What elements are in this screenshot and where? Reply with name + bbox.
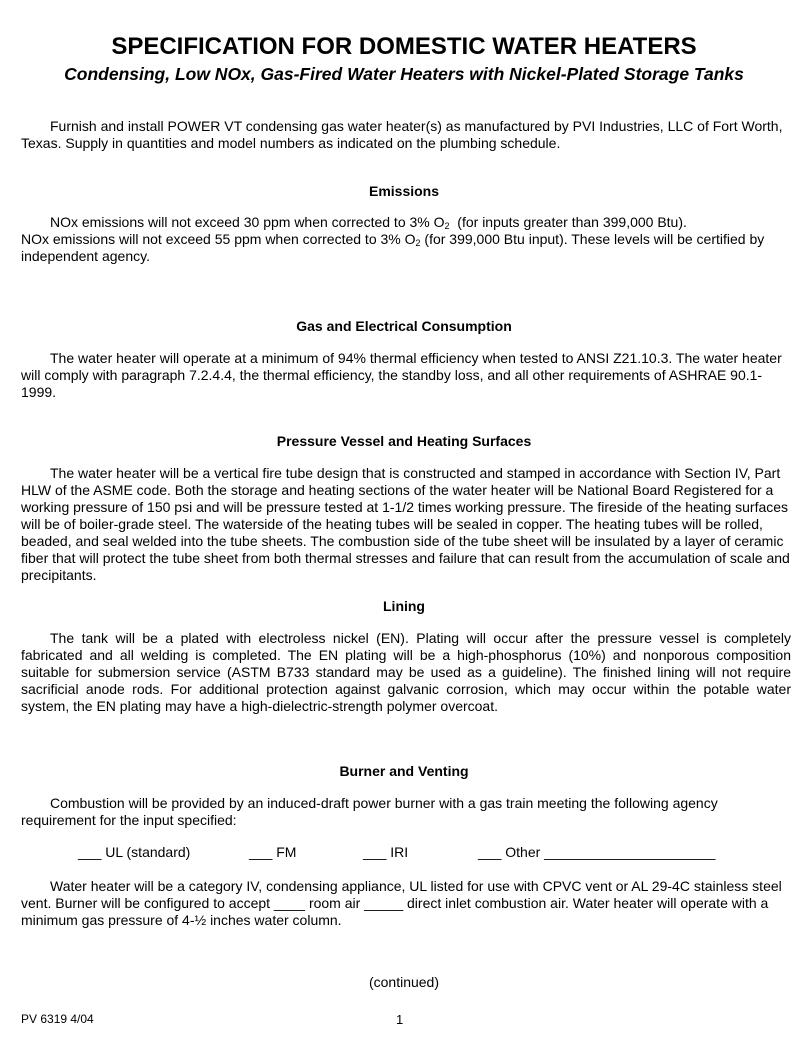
document-subtitle: Condensing, Low NOx, Gas-Fired Water Heaters with Nickel-Plated Storage Tanks bbox=[64, 64, 744, 84]
continued-label: (continued) bbox=[368, 974, 440, 990]
emissions-line1: NOx emissions will not exceed 30 ppm when corrected to 3% $O_2$ (for inputs greater than 399,000 Btu). bbox=[50, 214, 687, 231]
gas-text: The water heater will operate at a minimum of 94% thermal efficiency when tested to ANSI Z21.10.3. The water heater will comply with paragraph 7.2.4.4, the thermal efficiency, the standby loss, and all other requirements of ASHRAE 90.1-1999. bbox=[21, 350, 782, 400]
intro-text: Furnish and install POWER VT condensing gas water heater(s) as manufactured by PVI Industries, LLC of Fort Worth, Texas. Supply in quantities and model numbers as indicated on the plumbing schedule. bbox=[21, 118, 783, 151]
pressure-text: The water heater will be a vertical fire tube design that is constructed and stamped in accordance with Section IV, Part HLW of the ASME code. Both the storage and heating sections of the water heater will be National Board Registered for a working pressure of 150 psi and will be pressure tested at 1-1/2 times working pressure. The fireside of the heating surfaces will be of boiler-grade steel. The waterside of the heating tubes will be sealed in copper. The heating tubes will be rolled, beaded, and seal welded into the tube sheets. The combustion side of the tube sheet will be insulated by a layer of ceramic fiber that will protect the tube sheet from both thermal stresses and failure that can result from the accumulation of scale and precipitants. bbox=[21, 465, 790, 583]
gas-paragraph bbox=[21, 350, 791, 401]
lining-paragraph bbox=[21, 630, 791, 715]
emissions-heading: Emissions bbox=[368, 183, 440, 199]
gas-heading: Gas and Electrical Consumption bbox=[296, 318, 512, 334]
document-id: PV 6319 4/04 bbox=[21, 1012, 94, 1026]
pressure-heading: Pressure Vessel and Heating Surfaces bbox=[276, 433, 532, 449]
burner-paragraph-1 bbox=[21, 795, 791, 829]
option-iri: ___ IRI bbox=[363, 844, 409, 860]
lining-heading: Lining bbox=[383, 598, 425, 614]
burner-text-1: Combustion will be provided by an induced-draft power burner with a gas train meeting the following agency requirement for the input specified: bbox=[21, 795, 718, 828]
burner-text-2: Water heater will be a category IV, condensing appliance, UL listed for use with CPVC vent or AL 29-4C stainless steel vent. Burner will be configured to accept ____ room air _____ direct inlet combustion air. Water heater will operate with a minimum gas pressure of 4-½ inches water column. bbox=[21, 878, 782, 928]
emissions-line2: NOx emissions will not exceed 55 ppm when corrected to 3% $O_2$ (for 399,000 Btu input). These levels will be certified by independent agency. bbox=[21, 231, 765, 264]
burner-paragraph-2 bbox=[21, 878, 791, 929]
document-title: SPECIFICATION FOR DOMESTIC WATER HEATERS bbox=[111, 33, 697, 60]
option-fm: ___ FM bbox=[249, 844, 297, 860]
option-ul: ___ UL (standard) bbox=[78, 844, 191, 860]
option-other: ___ Other ______________________ bbox=[478, 844, 716, 860]
intro-paragraph bbox=[21, 118, 791, 152]
pressure-paragraph bbox=[21, 465, 791, 584]
lining-text: The tank will be a plated with electroless nickel (EN). Plating will occur after the pressure vessel is completely fabricated and all welding is completed. The EN plating will be a high-phosphorus (10%) and nonporous composition suitable for submersion service (ASTM B733 standard may be used as a guideline). The finished lining will not require sacrificial anode rods. For additional protection against galvanic corrosion, which may occur within the potable water system, the EN plating may have a high-dielectric-strength polymer overcoat. bbox=[21, 630, 791, 714]
burner-heading: Burner and Venting bbox=[339, 763, 469, 779]
emissions-paragraph bbox=[21, 214, 791, 265]
page-number: 1 bbox=[396, 1012, 404, 1027]
